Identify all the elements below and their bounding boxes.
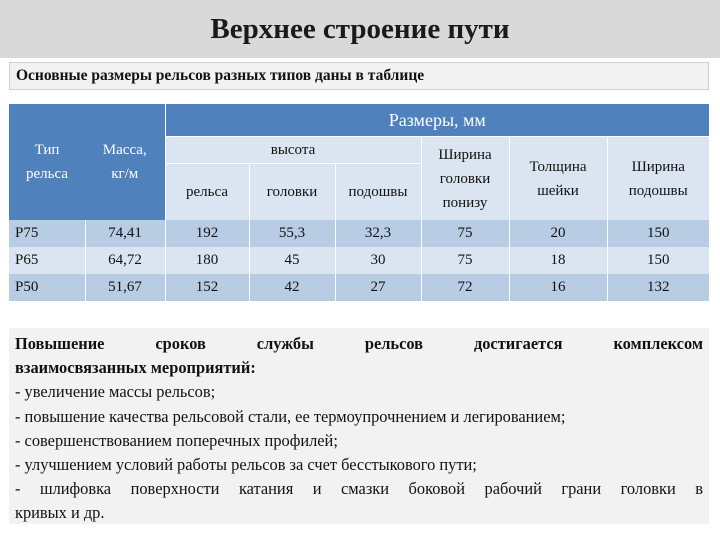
header-sizes: Размеры, мм (165, 104, 709, 137)
cell: 42 (249, 274, 335, 301)
measures-text (9, 328, 709, 524)
table-header-row-1 (9, 104, 709, 137)
list-item: - совершенствованием поперечных профилей; (15, 430, 338, 450)
title-bar (0, 0, 720, 58)
intro-line-2: взаимосвязанных мероприятий: (15, 358, 256, 378)
header-rail-height: рельса (165, 164, 249, 221)
cell: 192 (165, 220, 249, 247)
cell: 72 (421, 274, 509, 301)
list-item: - шлифовка поверхности катания и смазки боковой рабочий грани головки в (15, 479, 703, 499)
header-head-height: головки (249, 164, 335, 221)
cell: 132 (607, 274, 709, 301)
list-item: кривых и др. (15, 503, 105, 523)
cell: 20 (509, 220, 607, 247)
cell: Р65 (9, 247, 85, 274)
cell: 180 (165, 247, 249, 274)
header-base-height: подошвы (335, 164, 421, 221)
cell: 152 (165, 274, 249, 301)
intro-line-1: Повышение сроков службы рельсов достигается комплексом (15, 334, 703, 353)
header-base-width: Ширина подошвы (607, 137, 709, 221)
cell: 150 (607, 247, 709, 274)
page-title: Верхнее строение пути (210, 12, 510, 45)
cell: 150 (607, 220, 709, 247)
rails-table (9, 104, 709, 301)
cell: 27 (335, 274, 421, 301)
header-type: Тип рельса (9, 104, 85, 220)
cell: 30 (335, 247, 421, 274)
cell: Р75 (9, 220, 85, 247)
cell: 55,3 (249, 220, 335, 247)
cell: 32,3 (335, 220, 421, 247)
table-row (9, 247, 709, 274)
cell: 74,41 (85, 220, 165, 247)
cell: 18 (509, 247, 607, 274)
table-row (9, 220, 709, 247)
subtitle: Основные размеры рельсов разных типов даны в таблице (9, 62, 709, 90)
cell: 16 (509, 274, 607, 301)
header-head-width: Ширина головки понизу (421, 137, 509, 221)
list-item: - улучшением условий работы рельсов за счет бесстыкового пути; (15, 455, 477, 475)
header-mass: Масса, кг/м (85, 104, 165, 220)
cell: 75 (421, 220, 509, 247)
header-height: высота (165, 137, 421, 164)
cell: 45 (249, 247, 335, 274)
cell: 51,67 (85, 274, 165, 301)
list-item: - повышение качества рельсовой стали, ее термоупрочнением и легированием; (15, 406, 566, 426)
header-web-thickness: Толщина шейки (509, 137, 607, 221)
cell: Р50 (9, 274, 85, 301)
list-item: - увеличение массы рельсов; (15, 382, 216, 402)
cell: 75 (421, 247, 509, 274)
table-row (9, 274, 709, 301)
cell: 64,72 (85, 247, 165, 274)
